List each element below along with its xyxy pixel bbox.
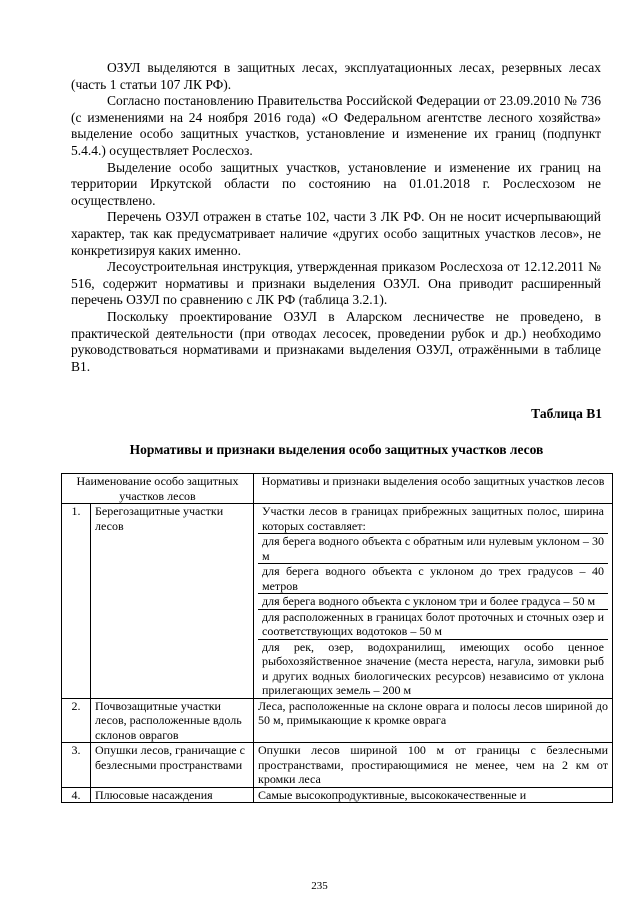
table-label: Таблица В1 <box>531 406 602 421</box>
header-zone-name: Наименование особо защитных участков лесов <box>62 474 254 504</box>
table-row <box>62 698 613 743</box>
table-row <box>62 743 613 788</box>
row-number: 1. <box>62 504 91 699</box>
page-number: 235 <box>311 880 328 892</box>
row-number: 3. <box>62 743 91 788</box>
table-row <box>62 787 613 803</box>
criterion: для берега водного объекта с уклоном до трех градусов – 40 метров <box>258 563 608 593</box>
criteria-cell <box>254 504 613 699</box>
table-header-row <box>62 474 613 504</box>
protective-zones-table <box>61 473 613 803</box>
criterion: для берега водного объекта с обратным или нулевым уклоном – 30 м <box>258 533 608 563</box>
paragraph-5: Лесоустроительная инструкция, утвержденная приказом Рослесхоза от 12.12.2011 № 516, содержит нормативы и признаки выделения ОЗУЛ. Она приводит расширенный перечень ОЗУЛ по сравнению с ЛК РФ (таблица 3.2.1). <box>71 259 601 308</box>
criterion: для расположенных в границах болот проточных и сточных озер и соответствующих водотоков – 50 м <box>258 609 608 639</box>
paragraph-4: Перечень ОЗУЛ отражен в статье 102, части 3 ЛК РФ. Он не носит исчерпывающий характер, так как предусматривает наличие «других особо защитных участков лесов», не конкретизируя каких именно. <box>71 209 601 258</box>
header-criteria: Нормативы и признаки выделения особо защитных участков лесов <box>254 474 613 504</box>
criterion: Опушки лесов шириной 100 м от границы с безлесными пространствами, простирающимися не менее, чем на 2 км от кромки леса <box>254 743 613 788</box>
criterion: для берега водного объекта с уклоном три и более градуса – 50 м <box>258 593 608 609</box>
paragraph-6: Поскольку проектирование ОЗУЛ в Аларском лесничестве не проведено, в практической деятельности (при отводах лесосек, проведении рубок и др.) необходимо руководствоваться нормативами и признаками выделения ОЗУЛ, отражёнными в таблице В1. <box>71 308 601 374</box>
paragraph-1: ОЗУЛ выделяются в защитных лесах, эксплуатационных лесах, резервных лесах (часть 1 статьи 107 ЛК РФ). <box>71 60 601 92</box>
zone-name: Опушки лесов, граничащие с безлесными пространствами <box>91 743 254 788</box>
row-number: 2. <box>62 698 91 743</box>
criterion: Участки лесов в границах прибрежных защитных полос, ширина которых составляет: <box>262 504 604 533</box>
body-text <box>71 60 601 375</box>
row-number: 4. <box>62 787 91 803</box>
table-title: Нормативы и признаки выделения особо защитных участков лесов <box>129 442 544 457</box>
criterion: Самые высокопродуктивные, высококачественные и <box>254 787 613 803</box>
zone-name: Почвозащитные участки лесов, расположенные вдоль склонов оврагов <box>91 698 254 743</box>
table-row <box>62 504 613 699</box>
zone-name: Плюсовые насаждения <box>91 787 254 803</box>
paragraph-2: Согласно постановлению Правительства Российской Федерации от 23.09.2010 № 736 (с изменениями на 24 ноября 2016 года) «О Федеральном агентстве лесного хозяйства» выделение особо защитных участков, установление и изменение их границ (подпункт 5.4.4.) осуществляет Рослесхоз. <box>71 93 601 158</box>
criterion: для рек, озер, водохранилищ, имеющих особо ценное рыбохозяйственное значение (места нереста, нагула, зимовки рыб и других водных биологических ресурсов) независимо от уклона прилегающих земель – 200 м <box>258 639 608 698</box>
zone-name: Берегозащитные участки лесов <box>91 504 254 699</box>
criterion: Леса, расположенные на склоне оврага и полосы лесов шириной до 50 м, примыкающие к кромке оврага <box>254 698 613 743</box>
paragraph-3: Выделение особо защитных участков, установление и изменение их границ на территории Иркутской области по состоянию на 01.01.2018 г. Рослесхозом не осуществлено. <box>71 159 601 208</box>
